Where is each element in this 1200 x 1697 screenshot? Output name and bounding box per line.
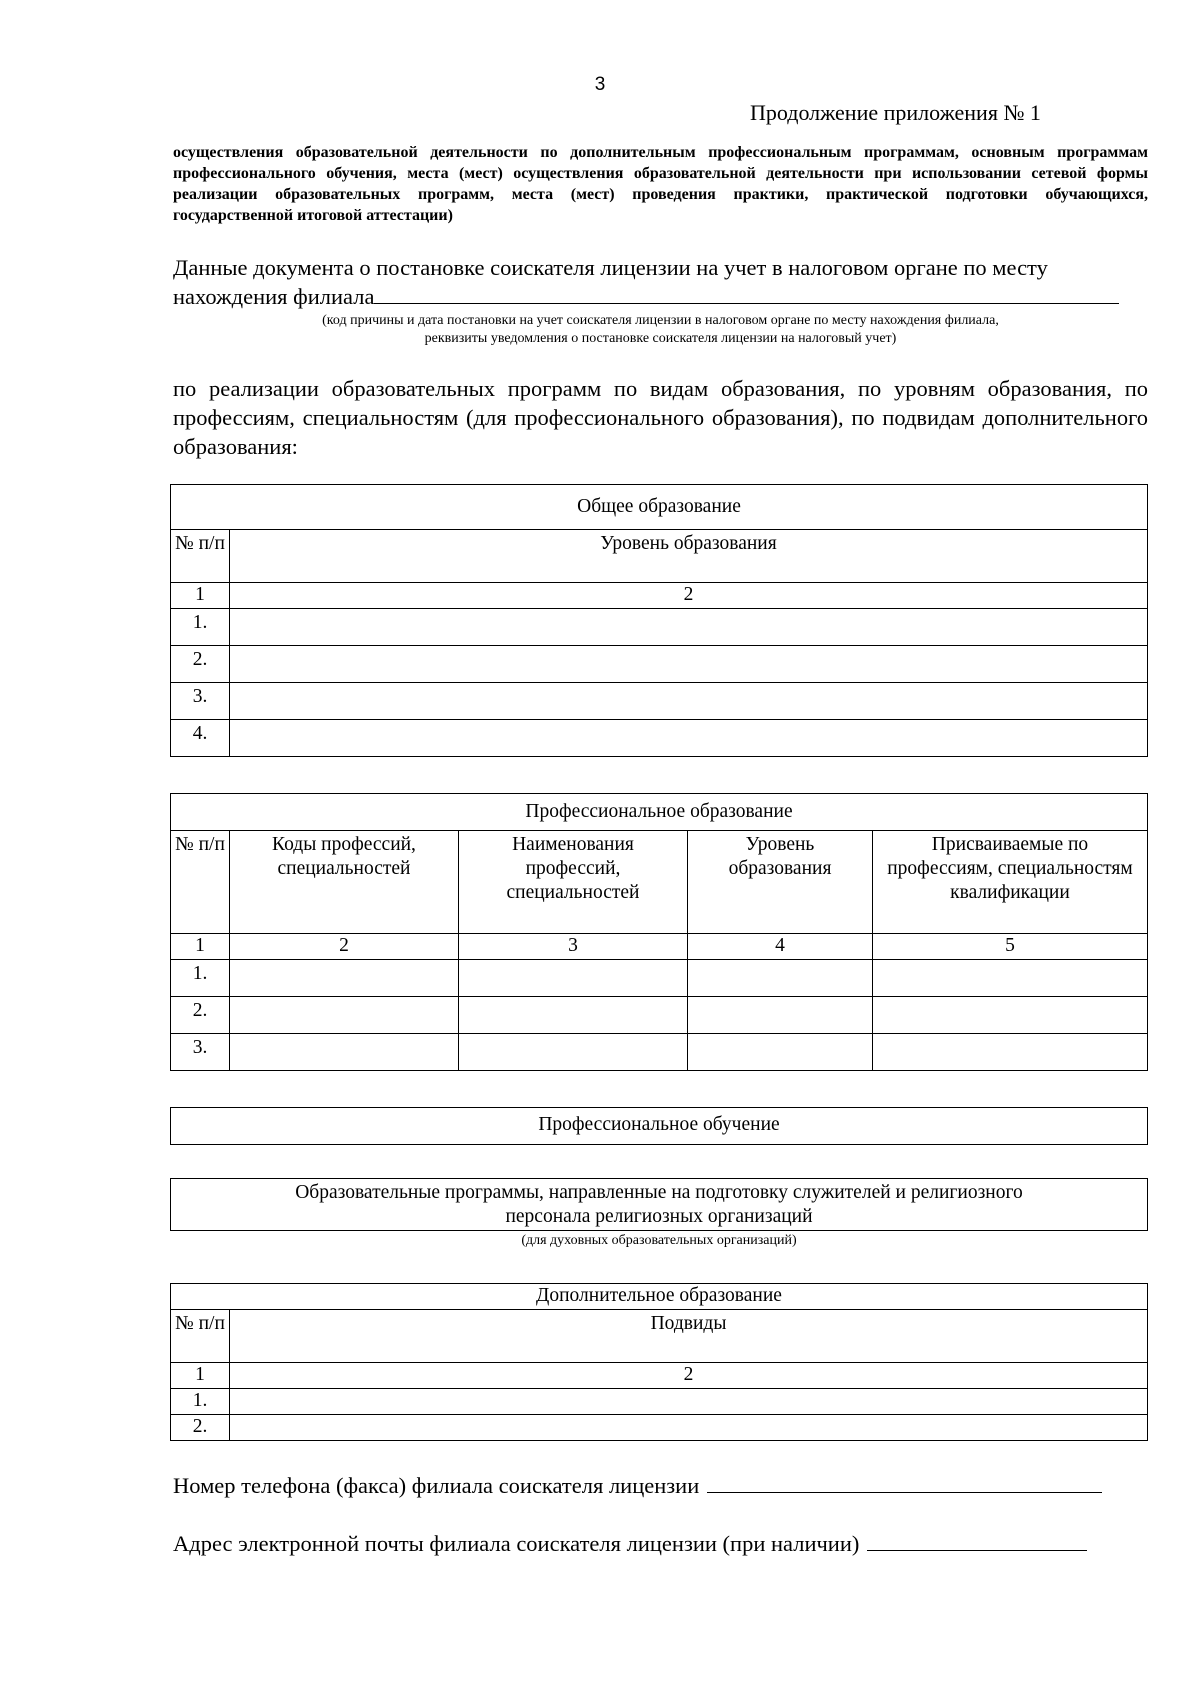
intro-paragraph: осуществления образовательной деятельности по дополнительным профессиональным программам, основным программам профессионального обучения, места (мест) осуществления образовательной деятельности при использовании сетевой формы реализации образовательных программ, места (мест) проведения практики, практической подготовки обучающихся, государственной итоговой аттестации) [173,144,1148,224]
index-cell: 2 [230,583,1148,609]
phone-line [173,1472,1102,1499]
index-cell: 2 [230,1363,1148,1389]
tax-registration-caption [173,312,1148,348]
qualifications-cell[interactable] [873,960,1148,997]
subtype-cell[interactable] [230,1415,1148,1441]
qualifications-cell[interactable] [873,1034,1148,1071]
index-cell: 1 [171,1363,230,1389]
tax-registration-field[interactable] [374,283,1119,304]
codes-cell[interactable] [230,997,459,1034]
index-cell: 1 [171,583,230,609]
subtype-cell[interactable] [230,1389,1148,1415]
codes-cell[interactable] [230,960,459,997]
page-number: 3 [594,74,606,95]
additional-education-table [170,1283,1148,1441]
phone-label: Номер телефона (факса) филиала соискателя лицензии [173,1473,700,1498]
qualifications-cell[interactable] [873,997,1148,1034]
col-num-header: № п/п [171,530,230,583]
general-education-table [170,484,1148,757]
tax-registration [173,253,1148,311]
email-field[interactable] [867,1530,1087,1551]
additional-education-title: Дополнительное образование [171,1284,1148,1310]
index-cell: 1 [171,934,230,960]
names-cell[interactable] [459,1034,688,1071]
index-cell: 4 [688,934,873,960]
row-number: 2. [171,1415,230,1441]
religious-programs-box [170,1178,1148,1231]
level-cell[interactable] [688,960,873,997]
col-level-header: Уровень образования [688,831,873,934]
level-cell[interactable] [230,646,1148,683]
col-codes-header: Коды профессий, специальностей [230,831,459,934]
level-cell[interactable] [230,720,1148,757]
col-subtypes-header: Подвиды [230,1310,1148,1363]
level-cell[interactable] [230,683,1148,720]
col-qualifications-header: Присваиваемые по профессиям, специальностям квалификации [873,831,1148,934]
tax-caption-line2: реквизиты уведомления о постановке соискателя лицензии на налоговый учет) [424,331,897,346]
phone-field[interactable] [707,1472,1102,1493]
religious-title-line2: персонала религиозных организаций [505,1206,813,1227]
tax-caption-line1: (код причины и дата постановки на учет соискателя лицензии в налоговом органе по месту нахождения филиала, [322,313,999,328]
continuation-title: Продолжение приложения № 1 [750,100,1041,125]
row-number: 2. [171,997,230,1034]
row-number: 4. [171,720,230,757]
row-number: 2. [171,646,230,683]
col-num-header: № п/п [171,1310,230,1363]
level-cell[interactable] [688,997,873,1034]
index-cell: 3 [459,934,688,960]
programs-paragraph: по реализации образовательных программ по видам образования, по уровням образования, по профессиям, специальностям (для профессионального образования), по подвидам дополнительного образования: [173,376,1148,459]
professional-education-table [170,793,1148,1071]
col-level-header: Уровень образования [230,530,1148,583]
col-num-header: № п/п [171,831,230,934]
row-number: 1. [171,1389,230,1415]
row-number: 3. [171,1034,230,1071]
level-cell[interactable] [230,609,1148,646]
email-line [173,1530,1087,1557]
general-education-title: Общее образование [171,485,1148,530]
religious-title-line1: Образовательные программы, направленные на подготовку служителей и религиозного [295,1182,1023,1203]
names-cell[interactable] [459,960,688,997]
level-cell[interactable] [688,1034,873,1071]
col-names-header: Наименования профессий, специальностей [459,831,688,934]
codes-cell[interactable] [230,1034,459,1071]
email-label: Адрес электронной почты филиала соискателя лицензии (при наличии) [173,1531,860,1556]
row-number: 1. [171,960,230,997]
row-number: 3. [171,683,230,720]
index-cell: 5 [873,934,1148,960]
names-cell[interactable] [459,997,688,1034]
professional-education-title: Профессиональное образование [171,794,1148,831]
tax-registration-line1: Данные документа о постановке соискателя лицензии на учет в налоговом органе по месту [173,255,1048,280]
religious-caption: (для духовных образовательных организаций) [521,1233,797,1248]
index-cell: 2 [230,934,459,960]
row-number: 1. [171,609,230,646]
tax-registration-line2: нахождения филиала [173,284,375,309]
professional-training-box: Профессиональное обучение [170,1107,1148,1145]
